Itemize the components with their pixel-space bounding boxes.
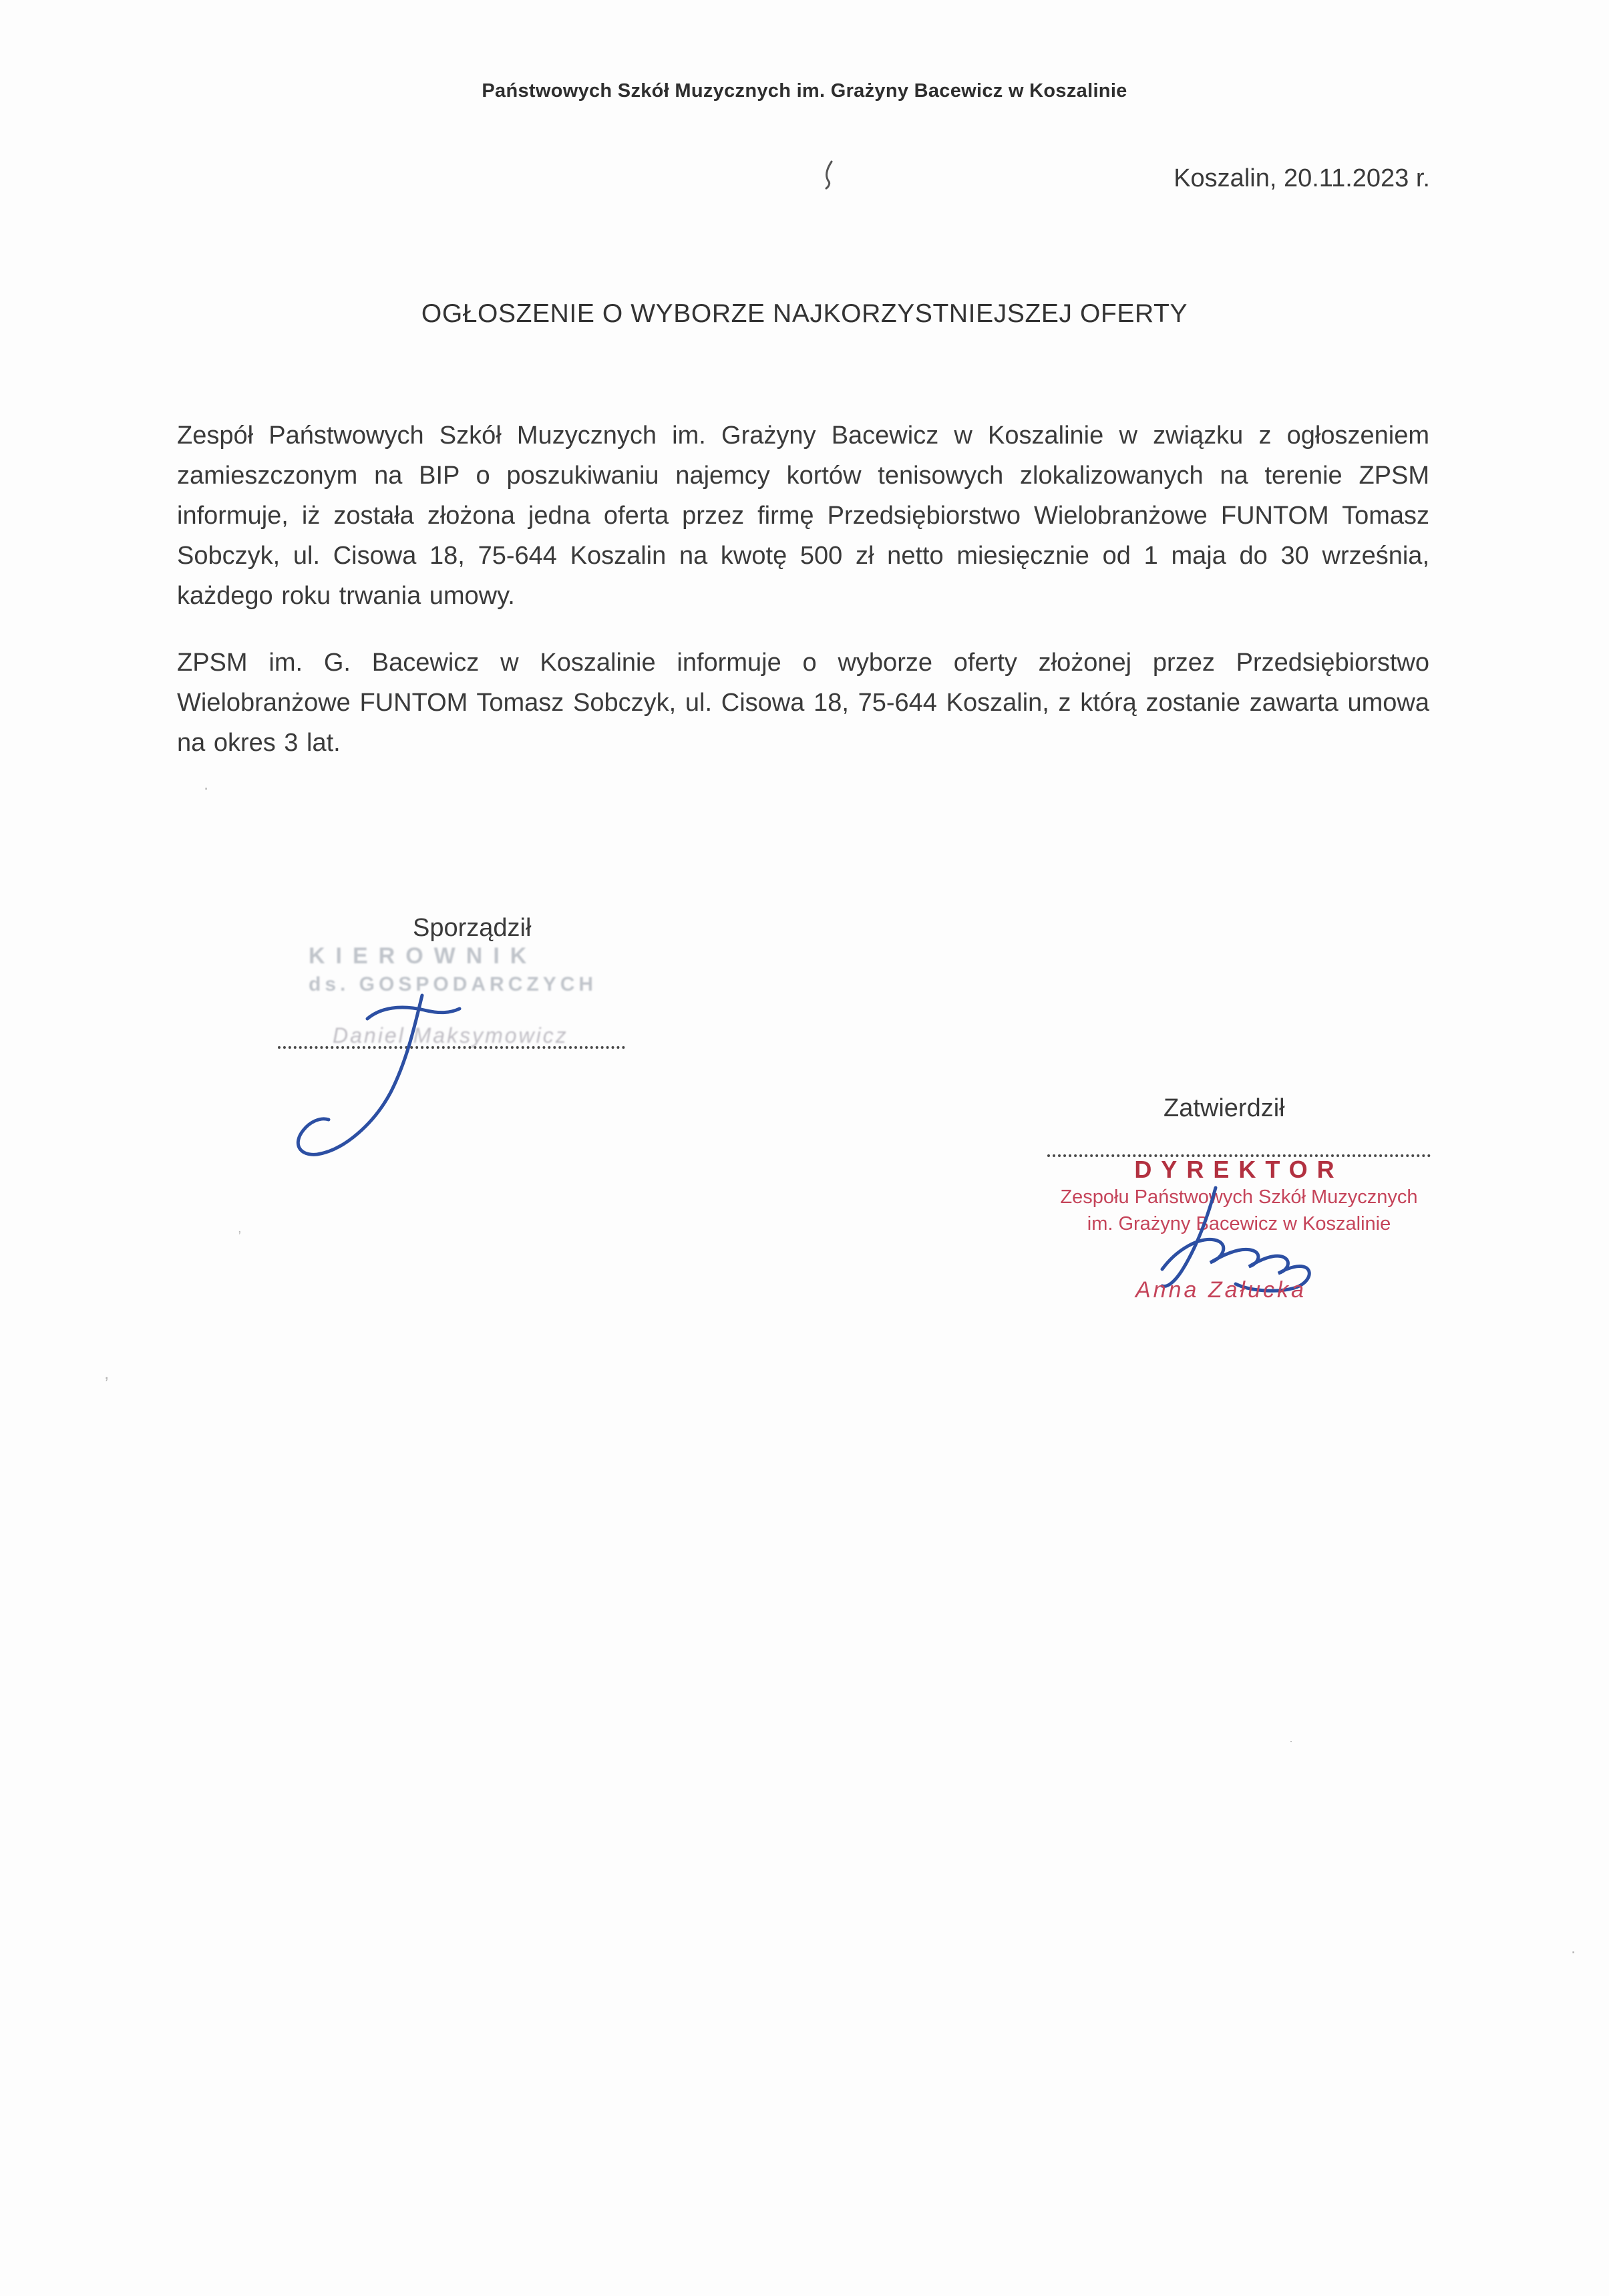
scan-artifact: ·	[1289, 1734, 1293, 1748]
keeper-stamp-name: Daniel Maksymowicz	[333, 1023, 568, 1047]
prepared-by-label: Sporządził	[413, 914, 532, 942]
keeper-stamp-title: KIEROWNIK	[309, 943, 538, 969]
approved-by-label: Zatwierdził	[1164, 1094, 1285, 1122]
document-title: OGŁOSZENIE O WYBORZE NAJKORZYSTNIEJSZEJ OFERTY	[421, 299, 1188, 328]
director-stamp-line3: im. Grażyny Bacewicz w Koszalinie	[1087, 1213, 1391, 1235]
paragraph-2: ZPSM im. G. Bacewicz w Koszalinie informuje o wyborze oferty złożonej przez Przedsiębiorstwo Wielobranżowe FUNTOM Tomasz Sobczyk, ul. Cisowa 18, 75-644 Koszalin, z którą zostanie zawarta umowa na okres 3 lat.	[177, 649, 1429, 757]
director-stamp-line2: Zespołu Państwowych Szkół Muzycznych	[1060, 1186, 1418, 1208]
scan-artifact: .	[1571, 1937, 1576, 1957]
paragraph-1: Zespół Państwowych Szkół Muzycznych im. Grażyny Bacewicz w Koszalinie w związku z ogłoszeniem zamieszczonym na BIP o poszukiwaniu najemcy kortów tenisowych zlokalizowanych na terenie ZPSM informuje, iż została złożona jedna oferta przez firmę Przedsiębiorstwo Wielobranżowe FUNTOM Tomasz Sobczyk, ul. Cisowa 18, 75-644 Koszalin na kwotę 500 zł netto miesięcznie od 1 maja do 30 września, każdego roku trwania umowy.	[177, 422, 1429, 610]
director-stamp-title: DYREKTOR	[1134, 1156, 1344, 1183]
scan-artifact: .	[204, 774, 209, 794]
prepared-handwritten-signature	[281, 982, 494, 1169]
pen-mark-icon	[818, 159, 845, 192]
keeper-stamp-subtitle: ds. GOSPODARCZYCH	[309, 973, 598, 995]
document-header: Państwowych Szkół Muzycznych im. Grażyny Bacewicz w Koszalinie	[482, 80, 1127, 102]
scan-artifact: ,	[104, 1363, 110, 1383]
document-date: Koszalin, 20.11.2023 r.	[1174, 164, 1430, 192]
director-signature-name: Anna Załucka	[1135, 1277, 1306, 1303]
scan-artifact: ,	[238, 1221, 242, 1236]
